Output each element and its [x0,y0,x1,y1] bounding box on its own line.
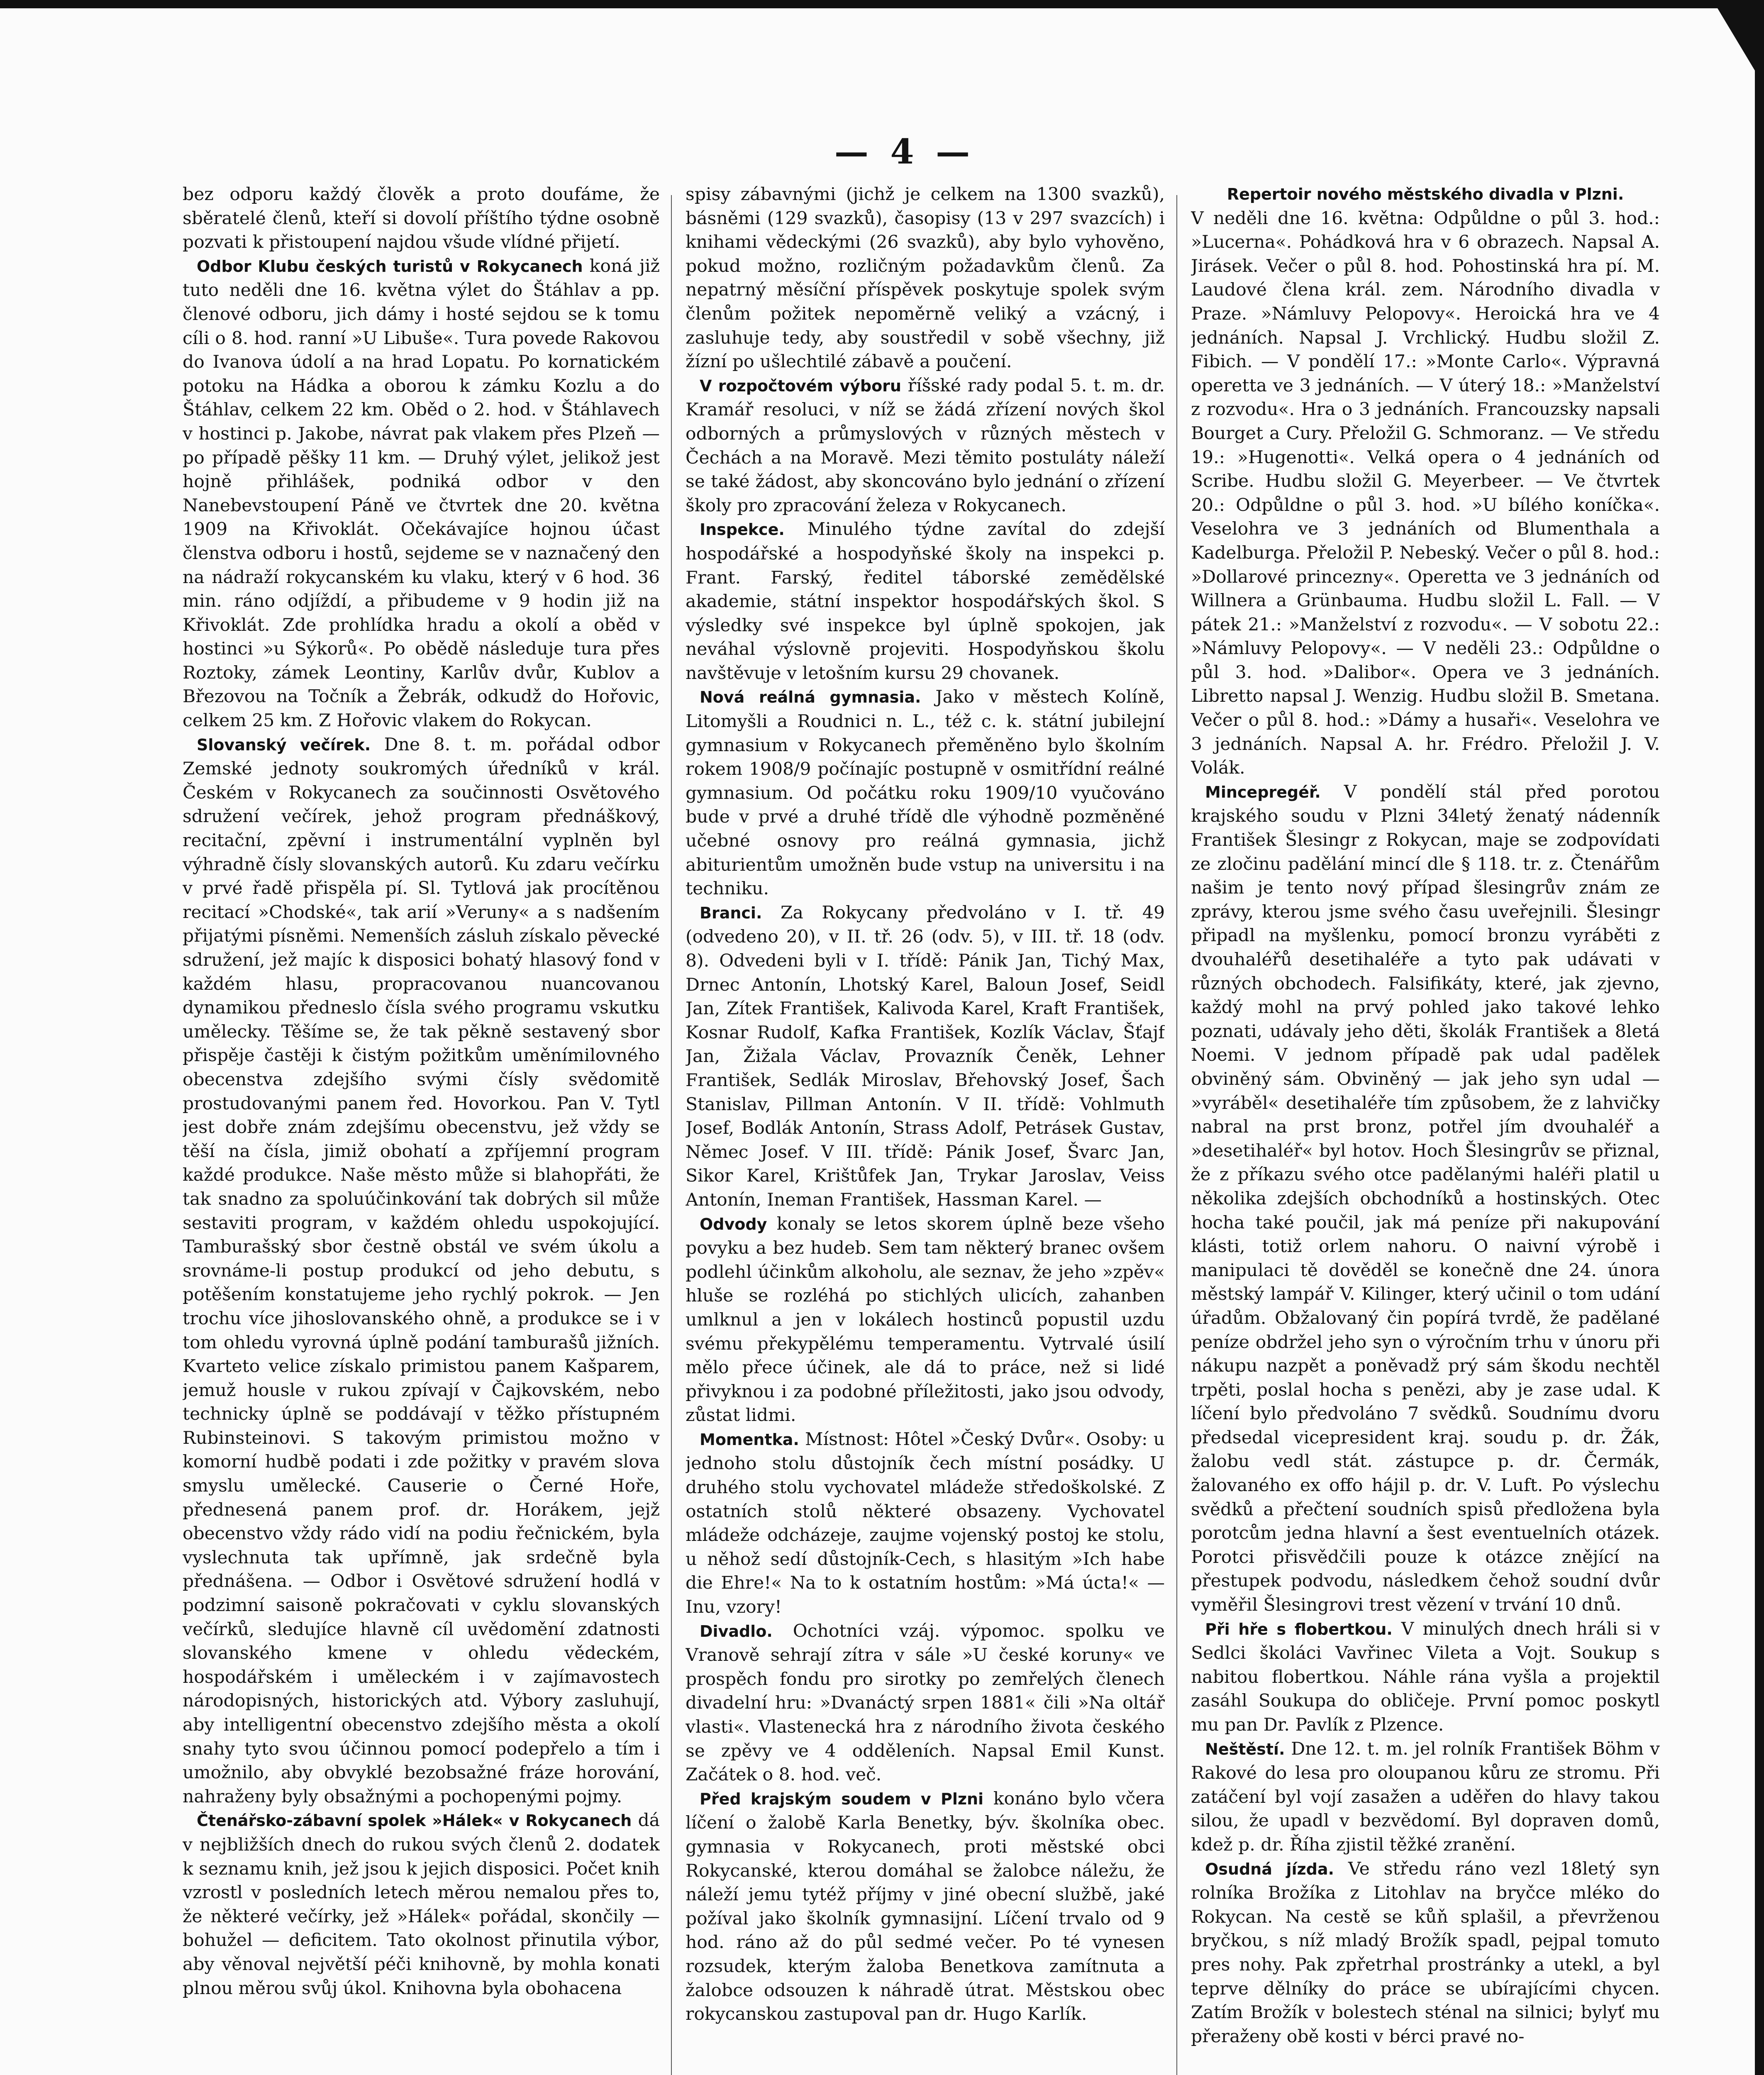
article-body: bez odporu každý člověk a proto doufáme, že sběratelé členů, kteří si dovolí příštího týdne osobně pozvati k přistoupení najdou všude vlídné přijetí. [183,184,660,253]
column-1 [183,183,660,2075]
article-paragraph [686,1787,1165,2026]
article-body: Dne 12. t. m. jel rolník František Böhm v Rakové do lesa pro oloupanou kůru ze stromu. Při zatáčení byl vojí zasažen a uděřen do hlavy takou silou, že upadl v bezvědomí. Byl dopraven domů, kdež p. dr. Říha zjistil těžké zranění. [1191,1738,1660,1855]
article-paragraph [1191,207,1660,780]
article-heading: Mincepregéř. [1205,783,1321,801]
article-body: V pondělí stál před porotou krajského soudu v Plzni 34letý ženatý nádenník František Šlesingr z Rokycan, maje se zodpovídati ze zločinu padělání mincí dle § 118. tr. z. Čtenářům našim je tento nový případ šlesingrův znám ze zprávy, kterou jsme svého času uveřejnili. Šlesingr připadl na myšlenku, pomocí bronzu vyráběti z dvouhaléřů desetihaléře a tyto pak udávati v různých obchodech. Falsifikáty, které, jak zjevno, každý mohl na prvý pohled jako takové lehko poznati, udávaly jeho děti, školák František a 8letá Noemi. V jednom případě pak udal padělek obviněný sám. Obviněný — jak jeho syn udal — »vyráběl« desetihaléře tím způsobem, že z lahvičky nabral na prst bronz, potřel jím dvouhaléř a »desetihaléř« byl hotov. Hoch Šlesingrův se přiznal, že z příkazu svého otce padělanými haléři platil u několika zdejších obchodníků a hostinských. Otec hocha také poučil, jak má peníze při nakupování klásti, totiž orlem nahoru. O naivní výrobě i manipulaci tě dověděl se konečně dne 24. února městský lampář V. Kilinger, který učinil o tom udání úřadům. Obžalovaný čin popírá tvrdě, že padělané peníze obdržel jeho syn o výročním trhu v únoru při nákupu nazpět a poněvadž prý sám škodu nechtěl trpěti, poslal hocha s penězi, aby je zase udal. K líčení bylo předvoláno 7 svědků. Soudnímu dvoru předsedal vicepresident kraj. soudu p. dr. Žák, žalobu vedl stát. zástupce p. dr. Čermák, žalovaného ex offo hájil p. dr. V. Luft. Po výslechu svědků a přečtení soudních spisů předložena byla porotcům jedna hlavní a šest eventuelních otázek. Porotci přisvědčili pouze k otázce znějící na přestupek podvodu, následkem čehož soudní dvůr vyměřil Šlesingrovi trest vězení v trvání 10 dnů. [1191,781,1660,1616]
article-body: dá v nejbližších dnech do rukou svých členů 2. dodatek k seznamu knih, jež jsou k jejich disposici. Počet knih vzrostl v posledních letech měrou nemalou přes to, že některé večírky, jež »Hálek« pořádal, skončily — bohužel — deficitem. Tato okolnost přinutila výbor, aby věnoval největší péči knihovně, by mohla konati plnou měrou svůj úkol. Knihovna byla obohacena [183,1810,660,1999]
article-paragraph [686,1619,1165,1787]
section-heading: Repertoir nového městského divadla v Plzni. [1227,185,1624,203]
article-body: V minulých dnech hráli si v Sedlci školáci Vavřinec Vileta a Vojt. Soukup s nabitou flobertkou. Náhle rána vyšla a projektil zasáhl Soukupa do obličeje. První pomoc poskytl mu pan Dr. Pavlík z Plzence. [1191,1618,1660,1735]
scan-edge-top [0,0,1764,8]
article-paragraph [183,254,660,733]
article-body: V neděli dne 16. května: Odpůldne o půl 3. hod.: »Lucerna«. Pohádková hra v 6 obrazech. Napsal A. Jirásek. Večer o půl 8. hod. Pohostinská hra pí. M. Laudové člena král. zem. Národního divadla v Praze. »Námluvy Pelopovy«. Heroická hra ve 4 jednáních. Napsal J. Vrchlický. Hudbu složil Z. Fibich. — V pondělí 17.: »Monte Carlo«. Výpravná operetta ve 3 jednáních. — V úterý 18.: »Manželství z rozvodu«. Hra o 3 jednáních. Francouzsky napsali Bourget a Cury. Přeložil G. Schmoranz. — Ve středu 19.: »Hugenotti«. Velká opera o 4 jednáních od Scribe. Hudbu složil G. Meyerbeer. — Ve čtvrtek 20.: Odpůldne o půl 3. hod. »U bílého koníčka«. Veselohra ve 3 jednáních od Blumenthala a Kadelburga. Přeložil P. Nebeský. Večer o půl 8. hod.: »Dollarové princezny«. Operetta ve 3 jednáních od Willnera a Grünbauma. Hudbu složil L. Fall. — V pátek 21.: »Manželství z rozvodu«. — V sobotu 22.: »Námluvy Pelopovy«. — V neděli 23.: Odpůldne o půl 3. hod. »Dalibor«. Opera ve 3 jednáních. Libretto napsal J. Wenzig. Hudbu složil B. Smetana. Večer o půl 8. hod.: »Dámy a husaři«. Veselohra ve 3 jednáních. Napsal A. hr. Frédro. Přeložil J. V. Volák. [1191,208,1660,779]
article-heading: Momentka. [700,1430,799,1449]
article-paragraph [686,901,1165,1212]
article-paragraph [183,1809,660,2000]
article-body: Minulého týdne zavítal do zdejší hospodářské a hospodyňské školy na inspekci p. Frant. Farský, ředitel táborské zemědělské akademie, státní inspektor hospodářských škol. S výsledky své inspekce byl úplně spokojen, jak neváhal výslovně projeviti. Hospodyňskou školu navštěvuje v letošním kursu 29 chovanek. [686,519,1165,684]
article-body: Dne 8. t. m. pořádal odbor Zemské jednoty soukromých úředníků v král. Českém v Rokycanech za součinnosti Osvětového sdružení večírek, jehož program přednáškový, recitační, zpěvní i instrumentální vyplněn byl výhradně čísly slovanských autorů. Ku zdaru večírku v prvé řadě přispěla pí. Sl. Tytlová jak procítěnou recitací »Chodské«, tak arií »Veruny« a s nadšením přijatými písněmi. Nemenších zásluh získalo pěvecké sdružení, jež majíc k disposici bohatý hlasový fond v každém hlasu, propracovanou nuancovanou dynamikou předneslo čísla svého programu vskutku umělecky. Těšíme se, že tak pěkně sestavený sbor přispěje častěji k čistým požitkům uměnímilovného obecenstva zdejšího svými čísly svědomitě prostudovanými panem řed. Hovorkou. Pan V. Tytl jest dobře znám zdejšímu obecenstvu, jež vždy se těší na čísla, jimiž obohatí a zpříjemní program každé produkce. Naše město může si blahopřáti, že tak snadno za spoluúčinkování tak dobrých sil může sestaviti program, v každém ohledu uspokojující. Tamburašský sbor čestně obstál ve svém úkolu a srovnáme-li postup produkcí od jeho debutu, s potěšením konstatujeme jeho rychlý pokrok. — Jen trochu více jihoslovanského ohně, a produkce se i v tom ohledu vyrovná úplně podání tamburašů jižních. Kvarteto velice získalo primistou panem Kašparem, jemuž housle v rukou zpívají v Čajkovském, nebo technicky úplně se poddávají v těžko přístupném Rubinsteinovi. S takovým primistou možno v komorní hudbě podati i zde požitky v pravém slova smyslu umělecké. Causerie o Černé Hoře, přednesená panem prof. dr. Horákem, jejž obecenstvo vždy rádo vidí na podiu řečnickém, byla vyslechnuta tak upřímně, jak srdečně byla přednášena. — Odbor i Osvětové sdružení hodlá v podzimní saisoně pokračovati v cyklu slovanských večírků, sledujíce hlavně cíl uvědomění zdatnosti slovanského kmene v ohledu vědeckém, hospodářském i uměleckém i v zajímavostech národopisných, historických atd. Výbory zasluhují, aby intelligentní obecenstvo zdejšího města a okolí snahy tyto svou účinnou pomocí podepřelo a tím i umožnilo, aby obvyklé bezobsažné fráze horování, nahraženy byly obsažnými a pochopenými pojmy. [183,734,660,1807]
article-body: koná již tuto neděli dne 16. května výlet do Štáhlav a pp. členové odboru, jich dámy i hosté sejdou se k tomu cíli o 8. hod. ranní »U Libuše«. Tura povede Rakovou do Ivanova údolí a na hrad Lopatu. Po kornatickém potoku na Hádka a oborou k zámku Kozlu a do Štáhlav, celkem 22 km. Oběd o 2. hod. v Štáhlavech v hostinci p. Jakobe, návrat pak vlakem přes Plzeň — po případě pěšky 11 km. — Druhý výlet, jelikož jest hojně přihlášek, podniká odbor v den Nanebevstoupení Páně ve čtvrtek dne 20. května 1909 na Křivoklát. Očekávajíce hojnou účast členstva odboru i hostů, sejdeme se v naznačený den na nádraží rokycanském ku vlaku, který v 6 hod. 36 min. ráno odjíždí, a přibudeme v 9 hodin již na Křivoklát. Zde prohlídka hradu a okolí a oběd v hostinci »u Sýkorů«. Po obědě následuje tura přes Roztoky, zámek Leontiny, Karlův dvůr, Kublov a Březovou na Točník a Žebrák, odkudž do Hořovic, celkem 25 km. Z Hořovic vlakem do Rokycan. [183,256,660,731]
article-paragraph [686,1428,1165,1619]
article-body: spisy zábavnými (jichž je celkem na 1300 svazků), básněmi (129 svazků), časopisy (13 v 297 svazcích) i knihami vědeckými (26 svazků), aby bylo vyhověno, pokud možno, rozličným požadavkům členů. Za nepatrný měsíční příspěvek poskytuje spolek svým členům požitek nepoměrně veliký a vzácný, i zasluhuje tedy, aby soustředil v sobě všechny, již žízní po ušlechtilé zábavě a poučení. [686,184,1165,372]
article-body: konaly se letos skorem úplně beze všeho povyku a bez hudeb. Sem tam některý branec ovšem podlehl účinkům alkoholu, ale seznav, že jeho »zpěv« hluše se rozléhá po stichlých ulicích, zahanben umlknul a jen v lokálech hostinců popustil uzdu svému překypělému temperamentu. Vytrvalé úsilí mělo přece účinek, ale dá to práce, než si lidé přivyknou i za podobné příležitosti, jako jsou odvody, zůstat lidmi. [686,1213,1165,1426]
article-body: říšské rady podal 5. t. m. dr. Kramář resoluci, v níž se žádá zřízení nových škol odborných a průmyslových v různých městech v Čechách a na Moravě. Mezi těmito postuláty náleží se také žádost, aby skoncováno bylo jednání o zřízení školy pro zpracování železa v Rokycanech. [686,375,1165,516]
article-paragraph [1191,1737,1660,1857]
column-2 [686,183,1165,2075]
column-divider [1176,195,1177,2075]
article-body: Jako v městech Kolíně, Litomyšli a Roudnici n. L., též c. k. státní jubilejní gymnasium v Rokycanech přeměněno bylo školním rokem 1908/9 počínajíc postupně v osmitřídní reálné gymnasium. Od počátku roku 1909/10 vyučováno bude v prvé a druhé třídě dle výhodně pozměněné učebné osnovy pro reálná gymnasia, jichž abiturientům umožněn bude vstup na universitu i na techniku. [686,687,1165,899]
article-heading: Před krajským soudem v Plzni [700,1789,984,1808]
article-body: konáno bylo včera líčení o žalobě Karla Benetky, býv. školníka obec. gymnasia v Rokycanech, proti městské obci Rokycanské, kterou domáhal se žalobce náležu, že náleží jemu tytéž příjmy v jiné obecní službě, jaké požíval jako školník gymnasijní. Líčení trvalo od 9 hod. ráno až do půl sedmé večer. Po té vynesen rozsudek, kterým žaloba Benetkova zamítnuta a žalobce odsouzen k náhradě útrat. Městskou obec rokycanskou zastupoval pan dr. Hugo Karlík. [686,1788,1165,2025]
scan-edge-right [1755,0,1764,2075]
article-heading: Divadlo. [700,1622,773,1640]
page-number: — 4 — [834,132,975,172]
article-paragraph [1191,1857,1660,2049]
article-body: Místnost: Hôtel »Český Dvůr«. Osoby: u jednoho stolu důstojník čech místní posádky. U druhého stolu vychovatel mládeže středoškolské. Z ostatních stolů některé obsazeny. Vychovatel mládeže odcházeje, zaujme vojenský postoj ke stolu, u něhož sedí důstojník-Cech, s hlasitým »Ich habe die Ehre!« Na to k ostatním hostům: »Má úcta!« — Inu, vzory! [686,1429,1165,1618]
article-heading: Čtenářsko-zábavní spolek »Hálek« v Rokycanech [197,1811,632,1830]
article-heading: Slovanský večírek. [197,735,371,754]
article-heading: Osudná jízda. [1205,1860,1334,1878]
article-heading: Odvody [700,1215,767,1233]
article-heading: Nová reálná gymnasia. [700,688,921,707]
page-corner-fold-icon [1718,8,1755,71]
article-paragraph [183,183,660,254]
article-heading: Inspekce. [700,520,785,539]
article-paragraph [183,733,660,1809]
article-body: Za Rokycany předvoláno v I. tř. 49 (odvedeno 20), v II. tř. 26 (odv. 5), v III. tř. 18 (odv. 8). Odvedeni byli v I. třídě: Pánik Jan, Tichý Max, Drnec Antonín, Lhotský Karel, Baloun Josef, Seidl Jan, Zítek František, Kalivoda Karel, Kraft František, Kosnar Rudolf, Kafka František, Kozlík Václav, Šťajf Jan, Žižala Václav, Provazník Čeněk, Lehner František, Sedlák Miroslav, Břehovský Josef, Šach Stanislav, Pillman Antonín. V II. třídě: Vohlmuth Josef, Bodlák Antonín, Strass Adolf, Petrásek Gustav, Němec Josef. V III. třídě: Pánik Josef, Švarc Jan, Sikor Karel, Krištůfek Jan, Trykar Jaroslav, Veiss Antonín, Ineman František, Hassman Karel. — [686,902,1165,1210]
column-divider [671,195,672,2075]
article-paragraph [686,374,1165,518]
article-heading: Neštěstí. [1205,1740,1285,1758]
article-body: Ochotníci vzáj. výpomoc. spolku ve Vranově sehrají zítra v sále »U české koruny« ve prospěch fondu pro sirotky po zemřelých členech divadelní hru: »Dvanáctý srpen 1881« čili »Na oltář vlasti«. Vlastenecká hra z národního života českého se zpěvy ve 4 odděleních. Napsal Emil Kunst. Začátek o 8. hod. več. [686,1621,1165,1785]
article-heading: Branci. [700,903,762,922]
article-heading: Odbor Klubu českých turistů v Rokycanech [197,257,583,276]
article-paragraph [1191,780,1660,1617]
article-paragraph [686,1212,1165,1428]
article-paragraph [686,518,1165,685]
article-paragraph [686,685,1165,901]
article-paragraph [1191,1617,1660,1737]
article-body: Ve středu ráno vezl 18letý syn rolníka Brožíka z Litohlav na bryčce mléko do Rokycan. Na cestě se kůň splašil, a převrženou bryčkou, s níž mladý Brožík spadl, pejpal tomuto pres nohy. Pak zpřetrhal prostránky a utekl, a byl teprve dělníky do práce se ubírajícími chycen. Zatím Brožík v bolestech sténal na silnici; bylyť mu přeraženy obě kosti v bérci pravé no- [1191,1858,1660,2047]
article-heading: Při hře s flobertkou. [1205,1620,1393,1638]
article-heading: V rozpočtovém výboru [700,376,901,395]
column-3 [1191,183,1660,2075]
article-paragraph [686,183,1165,374]
